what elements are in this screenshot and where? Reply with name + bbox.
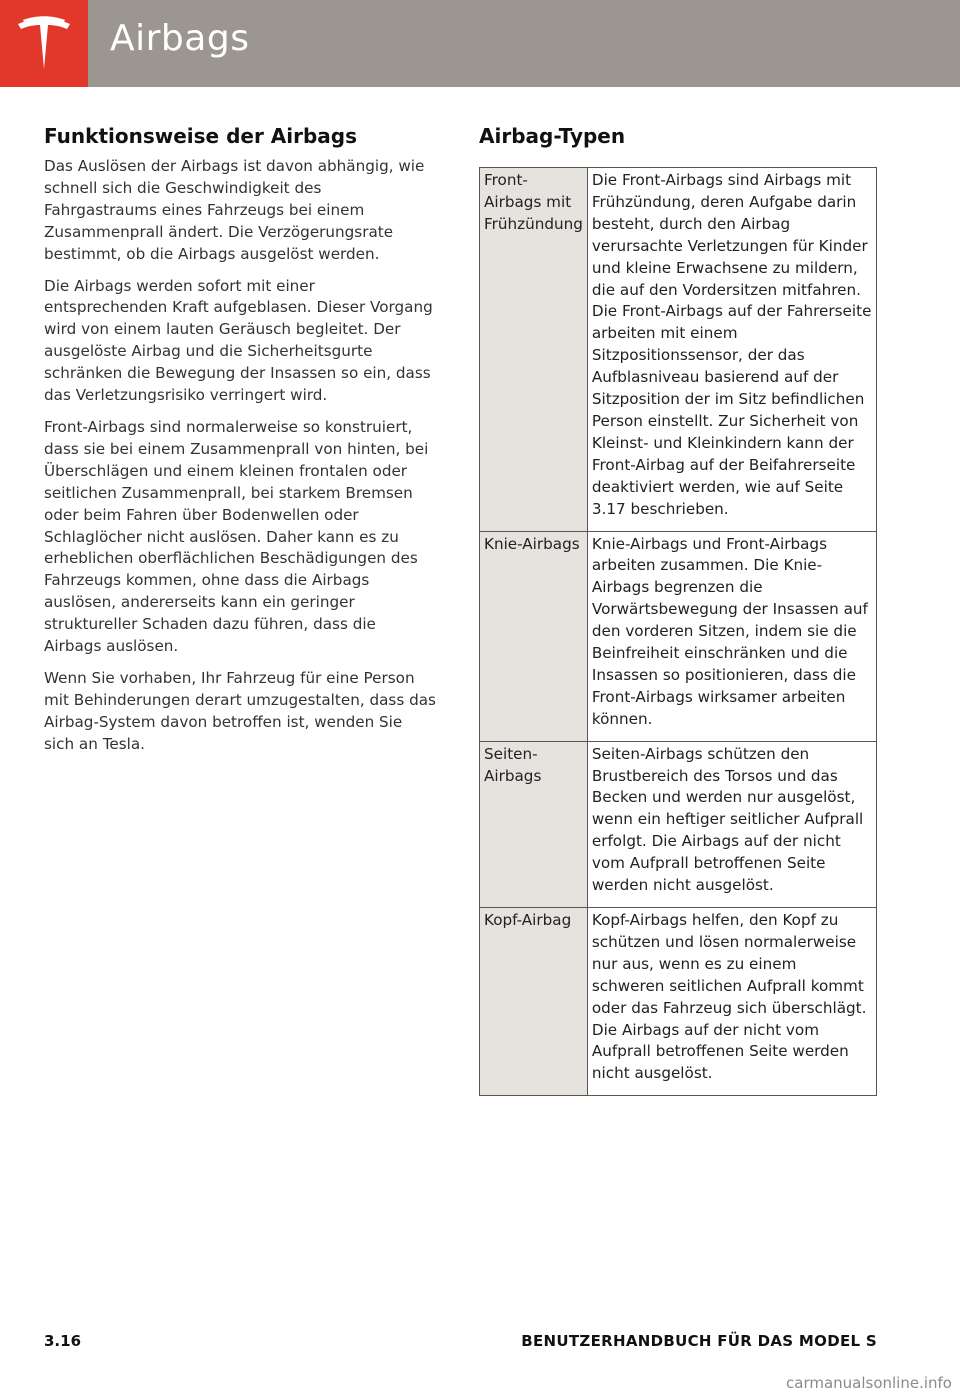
type-cell: Seiten-Airbags (480, 741, 588, 907)
manual-title: BENUTZERHANDBUCH FÜR DAS MODEL S (521, 1332, 877, 1350)
table-row (480, 168, 877, 532)
table-row (480, 741, 877, 907)
section-heading-function: Funktionsweise der Airbags (44, 124, 358, 148)
type-cell: Front-Airbags mit Frühzündung (480, 168, 588, 532)
section-heading-types: Airbag-Typen (479, 124, 626, 148)
paragraph: Front-Airbags sind normalerweise so konstruiert, dass sie bei einem Zusammenprall von hinten, bei Überschlägen und einem kleinen frontalen oder seitlichen Zusammenprall, bei starkem Bremsen oder beim Fahren über Bodenwellen oder Schlaglöcher nicht auslösen. Daher kann es zu erheblichen oberflächlichen Beschädigungen des Fahrzeugs kommen, ohne dass die Airbags auslösen, andererseits kann ein geringer struktureller Schaden dazu führen, dass die Airbags auslösen. (44, 417, 429, 656)
page-number: 3.16 (44, 1332, 82, 1350)
description-cell: Kopf-Airbags helfen, den Kopf zu schützen und lösen normalerweise nur aus, wenn es zu einem schweren seitlichen Aufprall kommt oder das Fahrzeug sich überschlägt. Die Airbags auf der nicht vom Aufprall betroffenen Seite werden nicht ausgelöst. (587, 908, 876, 1096)
table-row (480, 531, 877, 741)
paragraph: Das Auslösen der Airbags ist davon abhängig, wie schnell sich die Geschwindigkeit des Fahrgastraums eines Fahrzeugs bei einem Zusammenprall ändert. Die Verzögerungsrate bestimmt, ob die Airbags ausgelöst werden. (44, 157, 425, 263)
description-cell: Seiten-Airbags schützen den Brustbereich des Torsos und das Becken und werden nur ausgelöst, wenn ein heftiger seitlicher Aufprall erfolgt. Die Airbags auf der nicht vom Aufprall betroffenen Seite werden nicht ausgelöst. (587, 741, 876, 907)
right-column (479, 124, 879, 1096)
logo-box (0, 0, 88, 87)
type-cell: Kopf-Airbag (480, 908, 588, 1096)
watermark: carmanualsonline.info (786, 1374, 952, 1392)
tesla-logo-icon (14, 14, 74, 74)
type-cell: Knie-Airbags (480, 531, 588, 741)
page-title: Airbags (110, 18, 250, 59)
left-column (44, 124, 436, 766)
airbag-types-table (479, 167, 877, 1096)
description-cell: Die Front-Airbags sind Airbags mit Frühzündung, deren Aufgabe darin besteht, durch den Airbag verursachte Verletzungen für Kinder und kleine Erwachsene zu mildern, die auf den Vordersitzen mitfahren. Die Front-Airbags auf der Fahrerseite arbeiten mit einem Sitzpositionssensor, der das Aufblasniveau basierend auf der Sitzposition der im Sitz befindlichen Person einstellt. Zur Sicherheit von Kleinst- und Kleinkindern kann der Front-Airbag auf der Beifahrerseite deaktiviert werden, wie auf Seite 3.17 beschrieben. (587, 168, 876, 532)
description-cell: Knie-Airbags und Front-Airbags arbeiten zusammen. Die Knie-Airbags begrenzen die Vorwärtsbewegung der Insassen auf den vorderen Sitzen, indem sie die Beinfreiheit einschränken und die Insassen so positionieren, dass die Front-Airbags wirksamer arbeiten können. (587, 531, 876, 741)
paragraph: Wenn Sie vorhaben, Ihr Fahrzeug für eine Person mit Behinderungen derart umzugestalten, dass das Airbag-System davon betroffen ist, wenden Sie sich an Tesla. (44, 668, 436, 753)
paragraph: Die Airbags werden sofort mit einer entsprechenden Kraft aufgeblasen. Dieser Vorgang wird von einem lauten Geräusch begleitet. Der ausgelöste Airbag und die Sicherheitsgurte schränken die Bewegung der Insassen so ein, dass das Verletzungsrisiko verringert wird. (44, 276, 433, 405)
table-row (480, 908, 877, 1096)
